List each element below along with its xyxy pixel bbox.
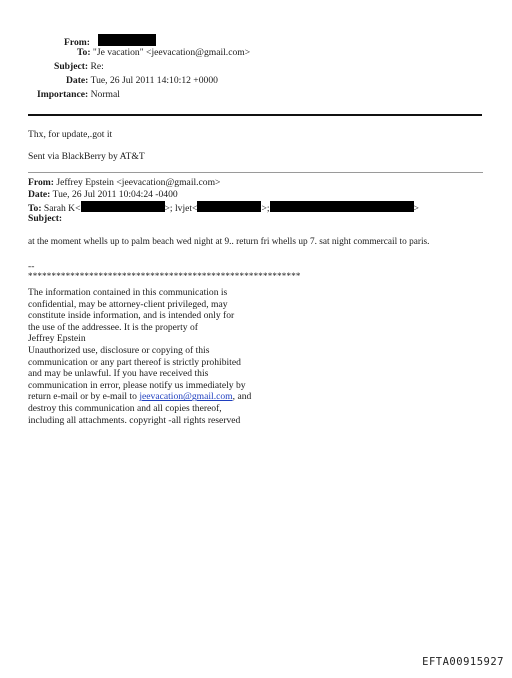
quoted-to-prefix: Sarah K<: [43, 203, 81, 214]
disclaimer-text: [28, 287, 251, 426]
disclaimer-line: confidential, may be attorney-client privileged, may: [28, 298, 228, 310]
header-subject-value: Re:: [90, 61, 104, 72]
header-to-row: [77, 47, 250, 59]
disclaimer-line: communication in error, please notify us immediately by: [28, 379, 246, 391]
notify-prefix: return e-mail or by e-mail to: [28, 391, 140, 403]
quoted-date-value: Tue, 26 Jul 2011 10:04:24 -0400: [52, 189, 178, 200]
header-from-label: From:: [64, 37, 90, 48]
header-divider: [28, 114, 482, 116]
quoted-subject-label: Subject:: [28, 213, 63, 224]
quoted-date-row: [28, 189, 178, 201]
quoted-from-row: [28, 177, 220, 189]
reply-signature: Sent via BlackBerry by AT&T: [28, 151, 145, 162]
bates-number: EFTA00915927: [422, 656, 504, 668]
header-importance-label: Importance:: [37, 89, 89, 100]
disclaimer-line: Jeffrey Epstein: [28, 333, 86, 345]
quoted-subject-row: [28, 213, 62, 225]
reply-text: Thx, for update,.got it: [28, 129, 113, 140]
disclaimer-line: including all attachments. copyright -all rights reserved: [28, 414, 241, 426]
header-date-value: Tue, 26 Jul 2011 14:10:12 +0000: [90, 75, 218, 86]
header-date-label: Date:: [66, 75, 89, 86]
redaction-block: [98, 34, 156, 46]
header-importance-row: [37, 89, 120, 101]
disclaimer-line: the use of the addressee. It is the property of: [28, 321, 198, 333]
disclaimer-line: Unauthorized use, disclosure or copying of this: [28, 344, 210, 356]
header-to-label: To:: [77, 47, 91, 58]
quoted-to-mid2: >;: [261, 203, 270, 214]
notify-suffix: , and: [232, 391, 252, 403]
quoted-from-value: Jeffrey Epstein <jeevacation@gmail.com>: [56, 177, 221, 188]
quote-divider: [28, 172, 483, 173]
quoted-date-label: Date:: [28, 189, 51, 200]
redaction-block: [270, 201, 414, 212]
disclaimer-line: communication or any part thereof is strictly prohibited: [28, 356, 241, 368]
header-importance-value: Normal: [90, 89, 120, 100]
disclaimer-line: and may be unlawful. If you have received this: [28, 368, 209, 380]
redaction-block: [81, 201, 165, 212]
header-to-value: "Je vacation" <jeevacation@gmail.com>: [92, 47, 251, 58]
disclaimer-line: The information contained in this communication is: [28, 287, 228, 298]
quoted-to-mid: >; lvjet<: [164, 203, 198, 214]
star-separator: **********************************************************: [28, 271, 301, 281]
quoted-from-label: From:: [28, 177, 54, 188]
email-link[interactable]: jeevacation@gmail.com: [139, 391, 233, 403]
redaction-block: [197, 201, 261, 212]
disclaimer-notify-line: [28, 391, 251, 403]
quoted-message: at the moment whells up to palm beach wed night at 9.. return fri whells up 7. sat night commercail to paris.: [28, 237, 430, 247]
quoted-to-label: To:: [28, 203, 42, 214]
signature-dashes: --: [28, 261, 35, 272]
disclaimer-line: destroy this communication and all copies thereof,: [28, 402, 222, 414]
disclaimer-line: constitute inside information, and is intended only for: [28, 310, 235, 322]
header-subject-row: [54, 61, 104, 73]
header-subject-label: Subject:: [54, 61, 89, 72]
header-date-row: [66, 75, 218, 87]
quoted-to-row: [28, 201, 419, 215]
quoted-to-end: >: [413, 203, 419, 214]
